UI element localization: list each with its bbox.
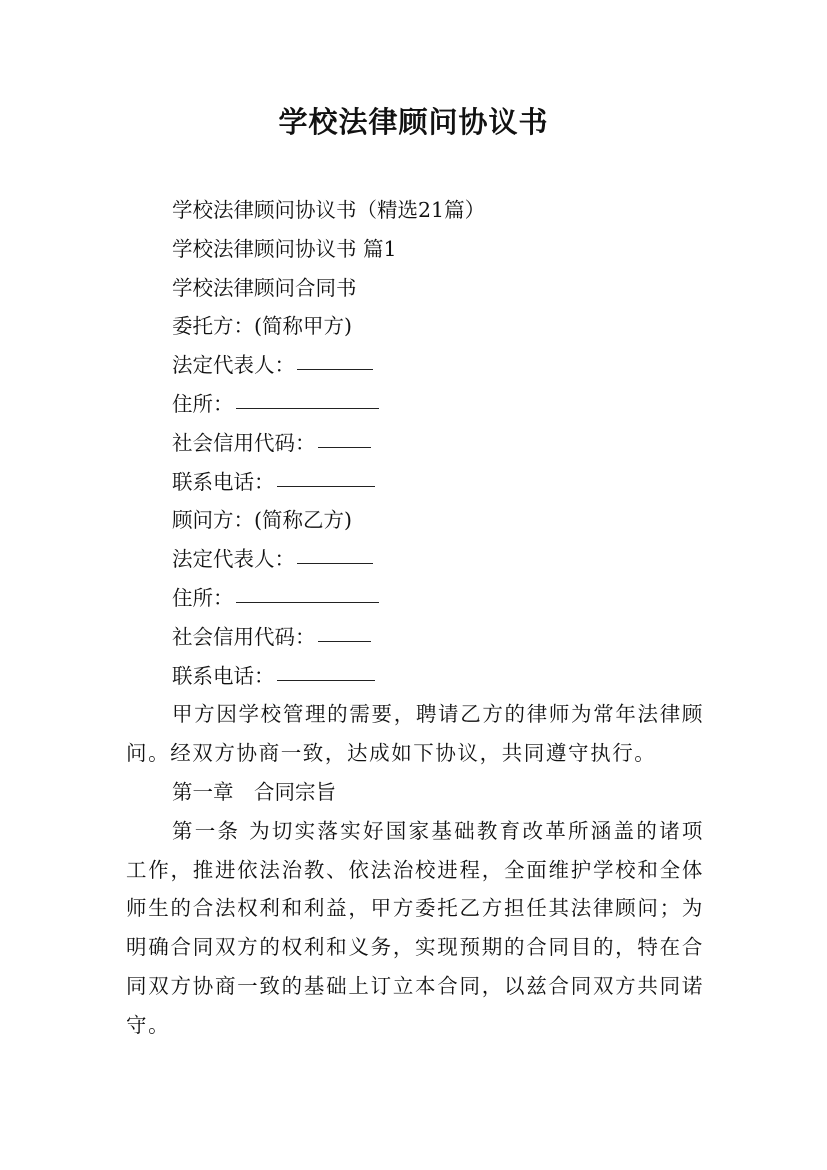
party-b-address-label: 住所：: [172, 585, 234, 610]
article-number-heading: 学校法律顾问协议书 篇1: [172, 236, 397, 261]
party-b-legal-rep-row: [126, 540, 704, 579]
document-title: 学校法律顾问协议书: [278, 105, 549, 139]
party-a-address-label: 住所：: [172, 391, 234, 416]
party-a-phone-row: [126, 463, 704, 502]
party-a-address-row: [126, 385, 704, 424]
party-b-legal-rep-blank: [297, 562, 373, 564]
party-b-credit-code-row: [126, 618, 704, 657]
party-b-address-blank: [236, 601, 379, 603]
party-a-heading: 委托方：(简称甲方): [172, 314, 352, 339]
party-b-phone-row: [126, 657, 704, 696]
chapter-heading: 第一章 合同宗旨: [172, 779, 336, 804]
party-a-legal-rep-blank: [297, 368, 373, 370]
document-body: [126, 191, 704, 1045]
party-b-phone-label: 联系电话：: [172, 663, 275, 688]
party-b-address-row: [126, 579, 704, 618]
party-a-credit-code-blank: [318, 446, 371, 448]
party-a-phone-label: 联系电话：: [172, 469, 275, 494]
intro-paragraph: 甲方因学校管理的需要，聘请乙方的律师为常年法律顾问。经双方协商一致，达成如下协议，共同遵守执行。: [126, 702, 704, 766]
party-b-credit-code-label: 社会信用代码：: [172, 624, 316, 649]
party-a-credit-code-label: 社会信用代码：: [172, 430, 316, 455]
party-a-legal-rep-label: 法定代表人：: [172, 353, 295, 378]
party-b-legal-rep-label: 法定代表人：: [172, 547, 295, 572]
collection-heading: 学校法律顾问协议书（精选21篇）: [172, 198, 486, 222]
party-b-phone-blank: [277, 679, 375, 681]
contract-name: 学校法律顾问合同书: [172, 275, 357, 300]
party-a-address-blank: [236, 407, 379, 409]
party-b-heading: 顾问方：(简称乙方): [172, 508, 352, 533]
party-b-credit-code-blank: [318, 640, 371, 642]
party-a-phone-blank: [277, 485, 375, 487]
party-a-credit-code-row: [126, 424, 704, 463]
article-one-paragraph: 第一条 为切实落实好国家基础教育改革所涵盖的诸项工作，推进依法治教、依法治校进程，全面维护学校和全体师生的合法权利和利益，甲方委托乙方担任其法律顾问；为明确合同双方的权利和义务，实现预期的合同目的，特在合同双方协商一致的基础上订立本合同，以兹合同双方共同诺守。: [126, 818, 704, 1037]
party-a-legal-rep-row: [126, 346, 704, 385]
